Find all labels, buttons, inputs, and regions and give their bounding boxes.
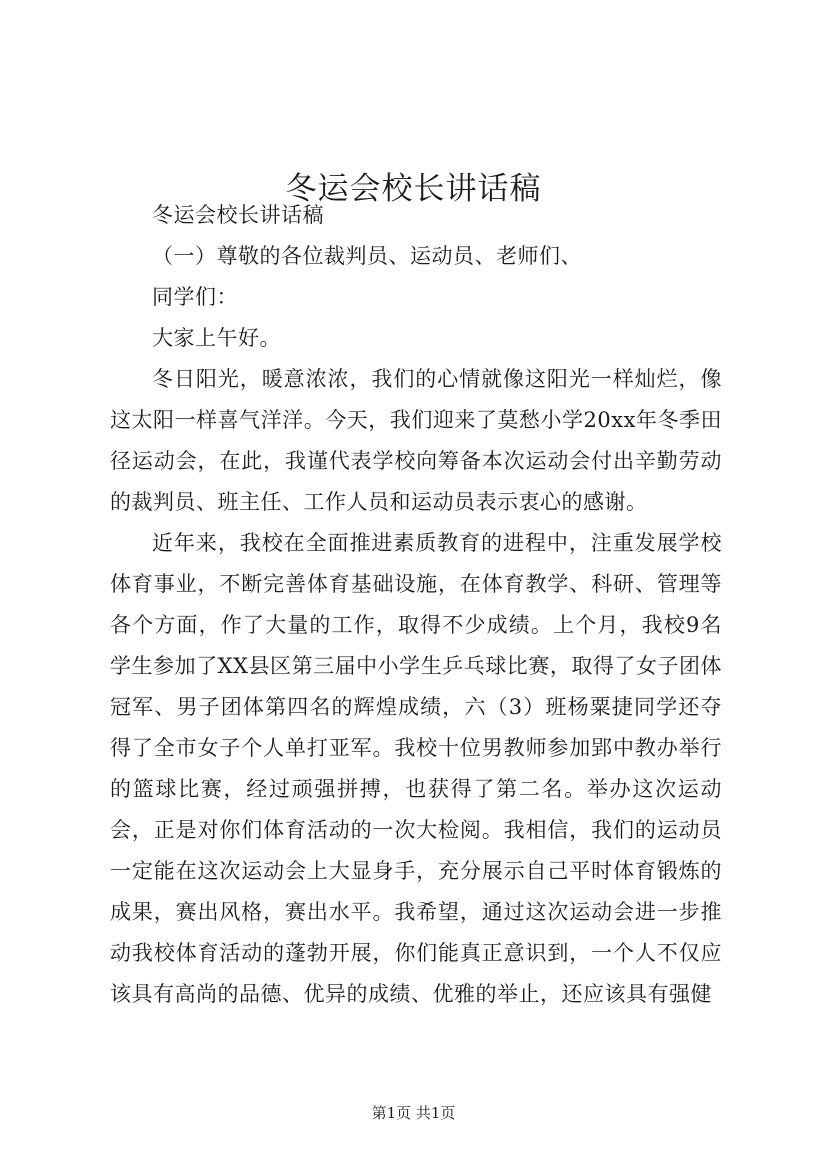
paragraph-main: 近年来，我校在全面推进素质教育的进程中，注重发展学校体育事业，不断完善体育基础设施，在体育教学、科研、管理等各个方面，作了大量的工作，取得不少成绩。上个月，我校9名学生参加了XX县区第三届中小学生乒乓球比赛，取得了女子团体冠军、男子团体第四名的辉煌成绩，六（3）班杨粟捷同学还夺得了全市女子个人单打亚军。我校十位男教师参加郢中教办举行的篮球比赛，经过顽强拼搏，也获得了第二名。举办这次运动会，正是对你们体育活动的一次大检阅。我相信，我们的运动员一定能在这次运动会上大显身手，充分展示自己平时体育锻炼的成果，赛出风格，赛出水平。我希望，通过这次运动会进一步推动我校体育活动的蓬勃开展，你们能真正意识到，一个人不仅应该具有高尚的品德、优异的成绩、优雅的举止，还应该具有强健 [110,531,722,1006]
paragraph-salutation: （一）尊敬的各位裁判员、运动员、老师们、 [152,244,582,268]
paragraph-greeting: 大家上午好。 [152,326,281,350]
document-body [110,195,722,1015]
paragraph-heading: 冬运会校长讲话稿 [152,203,324,227]
paragraph-opening: 冬日阳光，暖意浓浓，我们的心情就像这阳光一样灿烂，像这太阳一样喜气洋洋。今天，我们迎来了莫愁小学20xx年冬季田径运动会，在此，我谨代表学校向筹备本次运动会付出辛勤劳动的裁判员、班主任、工作人员和运动员表示衷心的感谢。 [110,367,722,514]
paragraph-salutation-cont: 同学们： [152,285,238,309]
document-title: 冬运会校长讲话稿 [285,170,542,207]
page-footer: 第1页 共1页 [371,1104,456,1122]
